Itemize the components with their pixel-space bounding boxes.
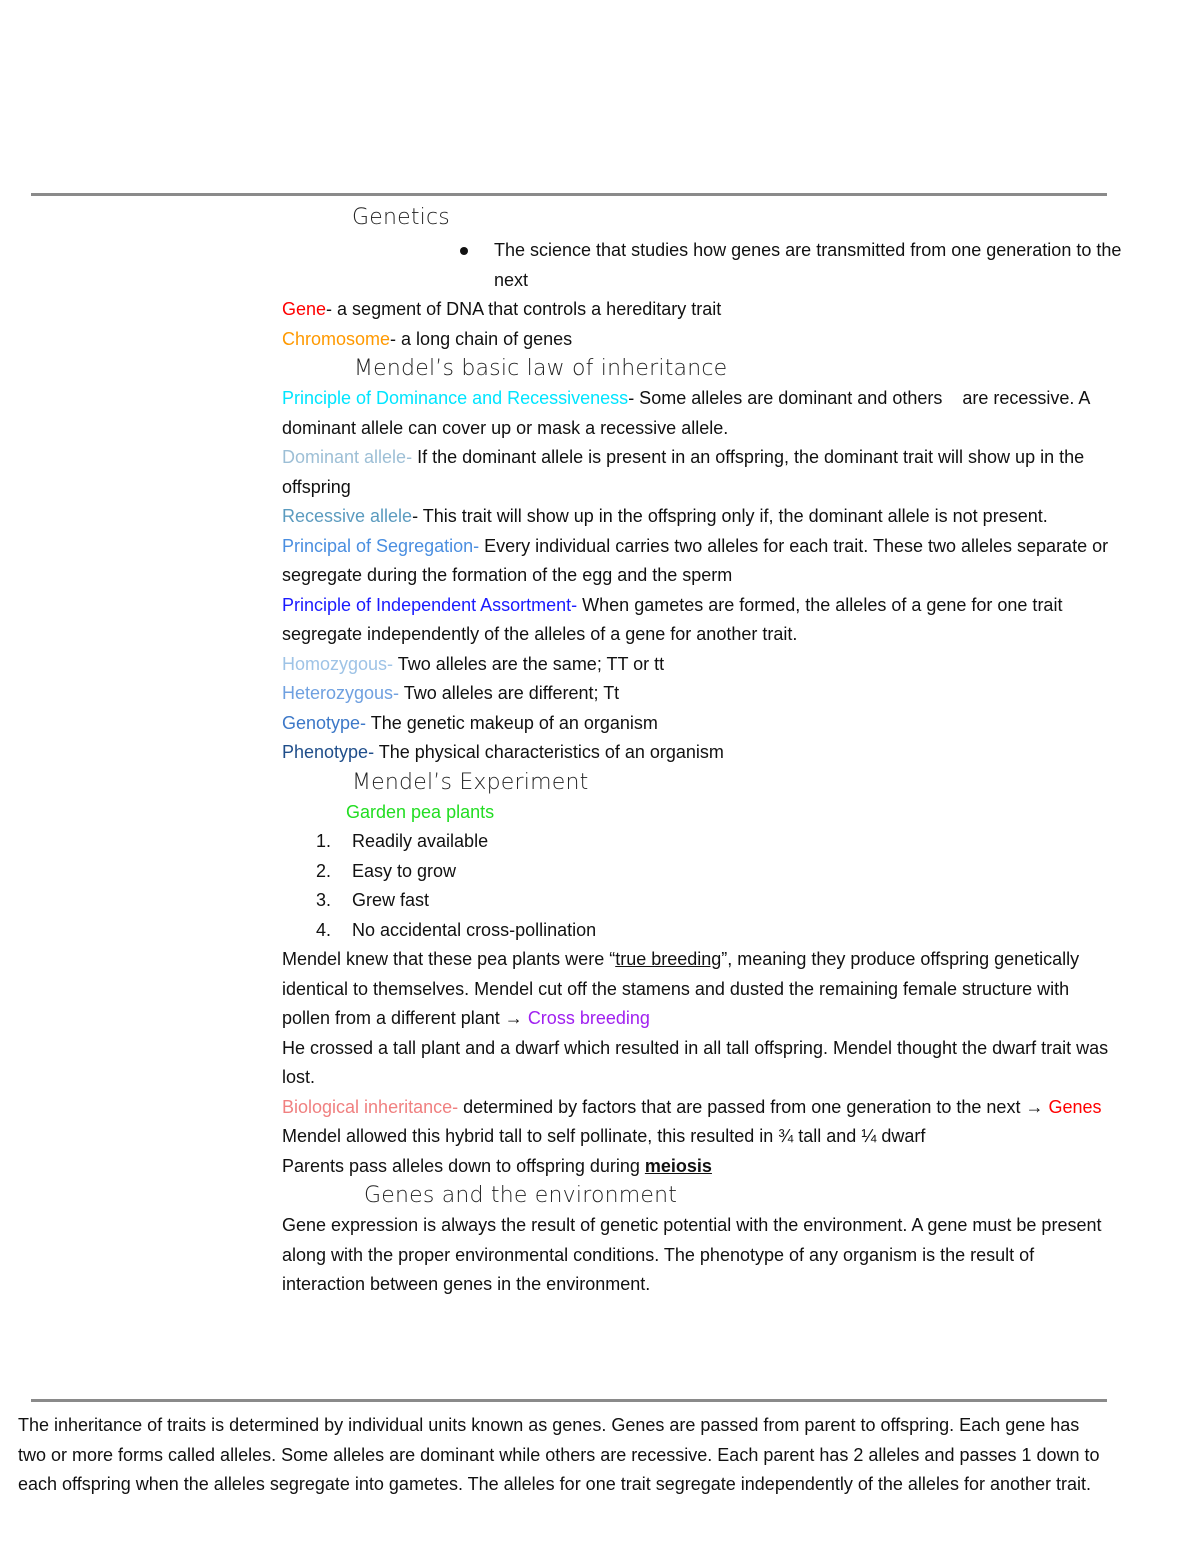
true-breeding-term: true breeding (615, 949, 722, 969)
list-number: 2. (316, 860, 332, 881)
list-number: 1. (316, 831, 332, 851)
definition-independent-assortment (282, 591, 1122, 650)
list-item (282, 916, 1122, 946)
term-biological-inheritance: Biological inheritance- (282, 1096, 459, 1117)
term-phenotype: Phenotype- (282, 742, 375, 762)
genes-term: Genes (1048, 1096, 1102, 1117)
definition-heterozygous (282, 679, 1122, 709)
bottom-divider (31, 1399, 1107, 1402)
definition-genotype-text: The genetic makeup of an organism (366, 712, 658, 733)
paragraph-text: Parents pass alleles down to offspring during (282, 1155, 645, 1176)
parents-paragraph (282, 1152, 1122, 1182)
term-independent-assortment: Principle of Independent Assortment- (282, 594, 578, 615)
section-heading-experiment: Mendel’s Experiment (352, 769, 589, 795)
list-item (282, 827, 1122, 857)
summary-paragraph: The inheritance of traits is determined by individual units known as genes. Genes are passed from parent to offspring. Each gene has two or more forms called alleles. Some alleles are dominant while others are recessive. Each parent has 2 alleles and passes 1 down to each offspring when the alleles segregate into gametes. The alleles for one trait segregate independently of the alleles for another trait. (18, 1415, 1100, 1494)
term-recessive-allele: Recessive allele (282, 506, 413, 526)
definition-independent-assortment-text: When gametes are formed, the alleles of a gene for one trait segregate independently of the alleles of a gene for another trait. (282, 594, 1063, 644)
definition-dominant-allele-text: If the dominant allele is present in an offspring, the dominant trait will show up in the offspring (282, 447, 1085, 497)
definition-genotype (282, 709, 1122, 739)
term-dominant-allele: Dominant allele- (282, 447, 413, 467)
term-homozygous: Homozygous- (282, 653, 394, 674)
definition-recessive-allele (282, 502, 1122, 532)
paragraph-text: Mendel knew that these pea plants were “ (282, 949, 616, 969)
definition-segregation-text: Every individual carries two alleles for each trait. These two alleles separate or segregate during the formation of the egg and the sperm (282, 535, 1109, 585)
definition-recessive-allele-text: - This trait will show up in the offspring only if, the dominant allele is not present. (412, 506, 1048, 526)
definition-homozygous-text: Two alleles are the same; TT or tt (393, 653, 665, 674)
definition-phenotype (282, 738, 1122, 768)
definition-dominance-text: - Some alleles are dominant and others are recessive. A dominant allele can cover up or mask a recessive allele. (282, 388, 1095, 438)
bullet-text: The science that studies how genes are transmitted from one generation to the next (494, 240, 1122, 290)
list-text: No accidental cross-pollination (352, 919, 597, 940)
top-divider (31, 193, 1107, 196)
bullet-icon (460, 247, 468, 255)
definition-dominance (282, 384, 1122, 443)
term-chromosome: Chromosome (282, 328, 391, 349)
definition-segregation (282, 532, 1122, 591)
definition-phenotype-text: The physical characteristics of an organism (374, 742, 724, 762)
term-gene: Gene (282, 299, 327, 319)
paragraph-text: ”, meaning they produce offspring genetically identical to themselves. Mendel cut off the stamens and dusted the remaining female structure with pollen from a different plant → (282, 949, 1080, 1028)
definition-homozygous (282, 650, 1122, 680)
term-segregation: Principal of Segregation- (282, 535, 480, 556)
true-breeding-paragraph (282, 945, 1122, 1034)
hybrid-paragraph: Mendel allowed this hybrid tall to self pollinate, this resulted in ¾ tall and ¼ dwarf (282, 1126, 926, 1146)
bullet-item (282, 236, 1122, 295)
term-dominance: Principle of Dominance and Recessiveness (282, 388, 629, 408)
list-text: Readily available (352, 831, 489, 851)
list-item (282, 857, 1122, 887)
definition-chromosome-text: - a long chain of genes (390, 328, 573, 349)
definition-chromosome (282, 325, 1122, 355)
section-heading-mendel-law: Mendel’s basic law of inheritance (354, 356, 728, 381)
cross-breeding-term: Cross breeding (527, 1008, 650, 1028)
list-item (282, 886, 1122, 916)
environment-paragraph: Gene expression is always the result of genetic potential with the environment. A gene must be present along with the proper environmental conditions. The phenotype of any organism is the result of interaction between genes in the environment. (282, 1215, 1102, 1294)
list-text: Grew fast (352, 890, 430, 910)
paragraph-text: determined by factors that are passed from one generation to the next → (458, 1096, 1049, 1117)
crossed-paragraph: He crossed a tall plant and a dwarf which resulted in all tall offspring. Mendel thought the dwarf trait was lost. (282, 1037, 1109, 1087)
term-heterozygous: Heterozygous- (282, 683, 400, 703)
reasons-list (282, 827, 1122, 945)
list-number: 4. (316, 919, 332, 940)
list-text: Easy to grow (352, 860, 457, 881)
term-genotype: Genotype- (282, 712, 367, 733)
meiosis-term: meiosis (644, 1155, 712, 1176)
definition-gene (282, 295, 1122, 325)
notes-body (282, 200, 1122, 1300)
definition-gene-text: - a segment of DNA that controls a hereditary trait (326, 299, 722, 319)
garden-pea-label: Garden pea plants (346, 801, 495, 822)
definition-heterozygous-text: Two alleles are different; Tt (399, 683, 620, 703)
section-heading-environment: Genes and the environment (364, 1183, 678, 1208)
definition-dominant-allele (282, 443, 1122, 502)
page-title: Genetics (352, 205, 450, 230)
biological-inheritance-paragraph (282, 1093, 1122, 1123)
list-number: 3. (316, 890, 332, 910)
